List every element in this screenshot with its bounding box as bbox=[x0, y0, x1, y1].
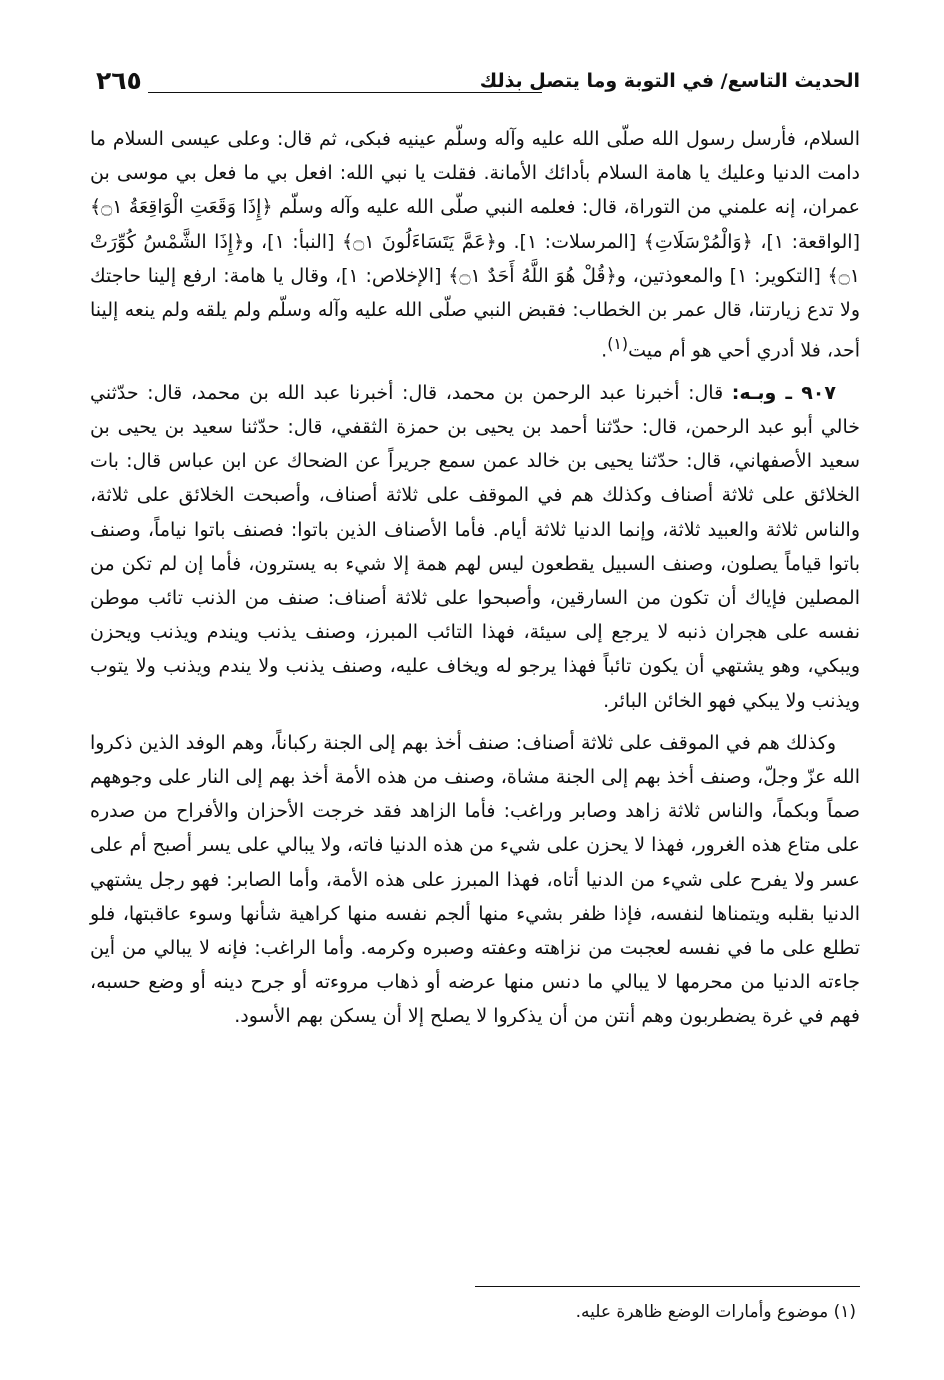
running-title: الحديث التاسع/ في التوبة وما يتصل بذلك bbox=[479, 70, 860, 92]
footnote-rule bbox=[475, 1286, 860, 1287]
paragraph: السلام، فأرسل رسول الله صلّى الله عليه وآله وسلّم عينيه فبكى، ثم قال: وعلى عيسى السلام ما دامت الدنيا وعليك يا هامة السلام بأدائك الأمانة. فقلت يا نبي الله: افعل بي ما فعل بي موسى بن عمران، إنه علمني من التوراة، قال: فعلمه النبي صلّى الله عليه وآله وسلّم ﴿إِذَا وَقَعَتِ الْوَاقِعَةُ ۝١﴾ [الواقعة: ١]، ﴿وَالْمُرْسَلَاتِ﴾ [المرسلات: ١]. و﴿عَمَّ يَتَسَاءَلُونَ ۝١﴾ [النبأ: ١]، و﴿إِذَا الشَّمْسُ كُوِّرَتْ ۝١﴾ [التكوير: ١] والمعوذتين، و﴿قُلْ هُوَ اللَّهُ أَحَدٌ ۝١﴾ [الإخلاص: ١]، وقال يا هامة: ارفع إلينا حاجتك ولا تدع زيارتنا، قال عمر بن الخطاب: فقبض النبي صلّى الله عليه وآله وسلّم ولم يلقه ولم ينعه إلينا أحد، فلا أدري أحي هو أم ميت$^{(١)}$. bbox=[90, 128, 860, 362]
main-text bbox=[90, 122, 860, 1042]
hadith-paragraph bbox=[90, 376, 860, 718]
hadith-number: ٩٠٧ ـ وبـه: bbox=[731, 381, 836, 404]
page-number: ٢٦٥ bbox=[96, 66, 142, 95]
footnote: (١) موضوع وأمارات الوضع ظاهرة عليه. bbox=[575, 1302, 856, 1322]
book-page bbox=[90, 50, 860, 1350]
header-rule bbox=[148, 92, 542, 93]
paragraph-text: وكذلك هم في الموقف على ثلاثة أصناف: صنف أخذ بهم إلى الجنة ركباناً، وهم الوفد الذين ذكروا الله عزّ وجلّ، وصنف أخذ بهم إلى الجنة مشاة، وصنف من هذه الأمة أخذ بهم إلى النار على وجوههم صماً وبكماً، والناس ثلاثة زاهد وصابر وراغب: فأما الزاهد فقد خرجت الأحزان والأفراح من صدره على متاع هذه الغرور، فهذا لا يحزن على شيء من هذه الدنيا فاته، ولا يبالي على يسر أصبح أم على عسر ولا يفرح على شيء من الدنيا أتاه، فهذا المبرز على هذه الأمة، وأما الصابر: فهو رجل يشتهي الدنيا بقلبه ويتمناها لنفسه، فإذا ظفر بشيء منها ألجم نفسه منها كراهية شأنها وسوء عاقبتها، فلو تطلع على ما في نفسه لعجبت من نزاهته وعفته وصبره وكرمه. وأما الراغب: فإنه لا يبالي من أين جاءته الدنيا من محرمها لا يبالي ما دنس منها عرضه أو ذهاب مروءته أو جرح دينه أو وضع حسبه، فهم في غرة يضطربون وهم أنتن من أن يذكروا لا يصلح إلا أن يسكن بهم الأسود. bbox=[90, 731, 860, 1028]
paragraph-text: السلام، فأرسل رسول الله صلّى الله عليه وآله وسلّم عينيه فبكى، ثم قال: وعلى عيسى السلام ما دامت الدنيا وعليك يا هامة السلام بأدائك الأمانة. فقلت يا نبي الله: افعل بي ما فعل بي موسى بن عمران، إنه علمني من التوراة، قال: فعلمه النبي صلّى الله عليه وآله وسلّم ﴿إِذَا وَقَعَتِ الْوَاقِعَةُ ۝١﴾ [الواقعة: ١]، ﴿وَالْمُرْسَلَاتِ﴾ [المرسلات: ١]. و﴿عَمَّ يَتَسَاءَلُونَ ۝١﴾ [النبأ: ١]، و﴿إِذَا الشَّمْسُ كُوِّرَتْ ۝١﴾ [التكوير: ١] والمعوذتين، و﴿قُلْ هُوَ اللَّهُ أَحَدٌ ۝١﴾ [الإخلاص: ١]، وقال يا هامة: ارفع إلينا حاجتك ولا تدع زيارتنا، قال عمر بن الخطاب: فقبض النبي صلّى الله عليه وآله وسلّم ولم يلقه ولم ينعه إلينا أحد، فلا أدري أحي هو أم ميت bbox=[90, 128, 860, 362]
paragraph-text: قال: أخبرنا عبد الرحمن بن محمد، قال: أخبرنا عبد الله بن محمد، قال: حدّثني خالي أبو عبد الرحمن، قال: حدّثنا أحمد بن يحيى بن حمزة الثقفي، قال: حدّثنا سعيد بن يحيى بن سعيد الأصفهاني، قال: حدّثنا يحيى بن خالد عمن سمع جريراً عن الضحاك عن ابن عباس قال: بات الخلائق على ثلاثة أصناف وكذلك هم في الموقف على ثلاثة أصناف، وأصبحت الخلائق على ثلاثة، والناس ثلاثة والعبيد ثلاثة، وإنما الدنيا ثلاثة أيام. فأما الأصناف الذين باتوا: فصنف باتوا نياماً، وصنف باتوا قياماً يصلون، وصنف السبيل يقطعون ليس لهم همة إلا شيء به يسترون، فأما إن لم تكن من المصلين فإياك أن تكون من السارقين، وأصبحوا على ثلاثة أصناف: صنف من الذنب تائب موطن نفسه على هجران ذنبه لا يرجع إلى سيئة، فهذا التائب المبرز، وصنف يذنب ويندم ويذنب ويحزن ويبكي، وهو يشتهي أن يكون تائباً فهذا يرجو له ويخاف عليه، وصنف يذنب ولا يندم ويذنب ولا يتوب ويذنب ولا يبكي فهو الخائن البائر. bbox=[90, 381, 860, 712]
page-header bbox=[90, 64, 860, 108]
footnote-reference: (١) bbox=[607, 334, 629, 354]
paragraph bbox=[90, 726, 860, 1034]
